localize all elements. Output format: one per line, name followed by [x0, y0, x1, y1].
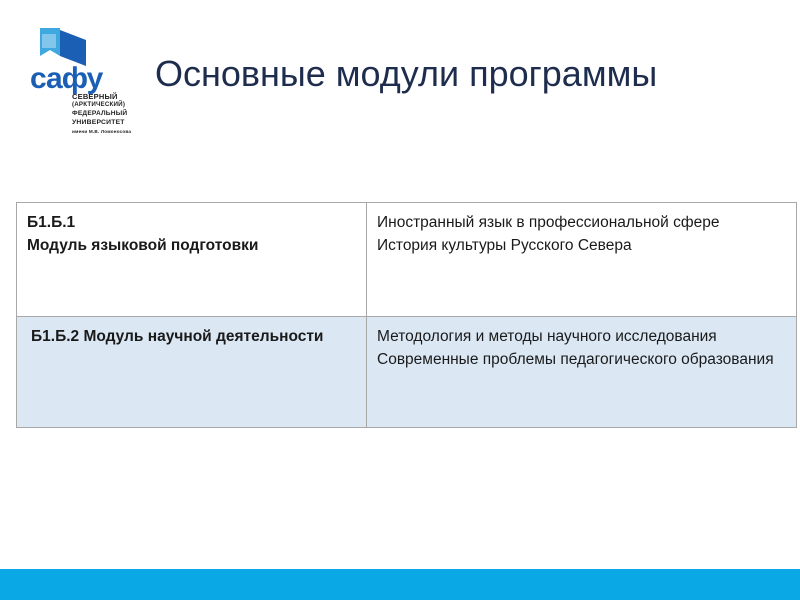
module-cell	[17, 203, 367, 317]
table-row	[17, 203, 797, 317]
page-title: Основные модули программы	[155, 53, 658, 94]
module-title: Модуль языковой подготовки	[27, 237, 259, 254]
logo-highlight-shape	[42, 34, 56, 48]
module-code: Б1.Б.1	[27, 214, 76, 231]
table-row	[17, 317, 797, 428]
modules-table	[16, 202, 797, 428]
module-cell	[17, 317, 367, 428]
logo-text-line-5: имени М.В. Ломоносова	[72, 129, 132, 134]
logo-text-line-4: УНИВЕРСИТЕТ	[72, 119, 125, 126]
disciplines-cell	[367, 317, 797, 428]
university-logo	[28, 26, 132, 156]
logo-wordmark: сафу	[30, 62, 103, 95]
discipline-item: Методология и методы научного исследования	[377, 328, 717, 345]
discipline-item: История культуры Русского Севера	[377, 237, 632, 254]
module-title: Б1.Б.2 Модуль научной деятельности	[31, 328, 324, 345]
logo-text-line-1: СЕВЕРНЫЙ	[72, 92, 118, 101]
bottom-accent-bar	[0, 569, 800, 600]
logo-book-shape	[60, 30, 86, 66]
logo-text-line-2: (АРКТИЧЕСКИЙ)	[72, 101, 126, 108]
discipline-item: Современные проблемы педагогического образования	[377, 351, 774, 368]
logo-text-line-3: ФЕДЕРАЛЬНЫЙ	[72, 110, 128, 117]
disciplines-cell	[367, 203, 797, 317]
discipline-item: Иностранный язык в профессиональной сфере	[377, 214, 720, 231]
